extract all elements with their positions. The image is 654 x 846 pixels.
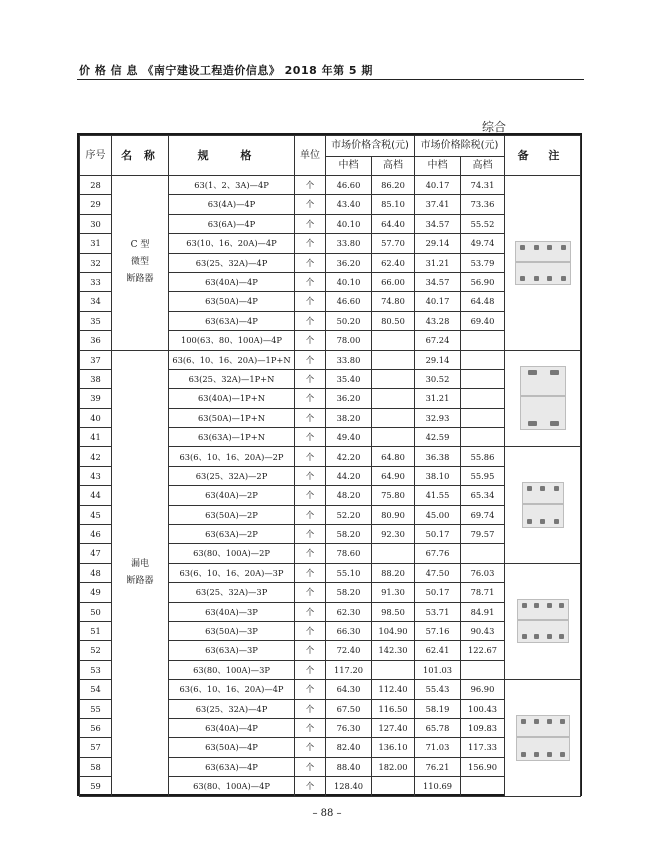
cell-high-incl <box>372 369 415 388</box>
cell-mid-incl: 36.20 <box>326 253 372 272</box>
cell-mid-excl: 37.41 <box>415 195 461 214</box>
cell-unit: 个 <box>295 544 326 563</box>
cell-spec: 63(63A)—4P <box>169 757 295 776</box>
cell-mid-excl: 29.14 <box>415 234 461 253</box>
cell-seq: 54 <box>80 680 112 699</box>
cell-unit: 个 <box>295 738 326 757</box>
header-spec: 规 格 <box>169 136 295 176</box>
cell-high-excl: 100.43 <box>461 699 505 718</box>
cell-mid-excl: 36.38 <box>415 447 461 466</box>
cell-mid-excl: 41.55 <box>415 486 461 505</box>
cell-high-incl: 62.40 <box>372 253 415 272</box>
cell-mid-excl: 110.69 <box>415 777 461 796</box>
cell-mid-excl: 67.76 <box>415 544 461 563</box>
cell-remark-image <box>505 176 581 351</box>
cell-seq: 31 <box>80 234 112 253</box>
cell-seq: 28 <box>80 176 112 195</box>
cell-mid-incl: 128.40 <box>326 777 372 796</box>
cell-product-name <box>112 350 169 796</box>
cell-mid-incl: 49.40 <box>326 428 372 447</box>
cell-spec: 63(6、10、16、20A)—1P+N <box>169 350 295 369</box>
rcd-4p-image <box>516 715 570 761</box>
cell-seq: 43 <box>80 466 112 485</box>
cell-remark-image <box>505 447 581 563</box>
cell-mid-incl: 62.30 <box>326 602 372 621</box>
cell-seq: 36 <box>80 331 112 350</box>
cell-high-incl: 85.10 <box>372 195 415 214</box>
cell-spec: 63(80、100A)—3P <box>169 660 295 679</box>
cell-seq: 44 <box>80 486 112 505</box>
cell-spec: 63(25、32A)—1P+N <box>169 369 295 388</box>
page-number: – 88 – <box>312 808 342 819</box>
cell-mid-excl: 50.17 <box>415 583 461 602</box>
cell-unit: 个 <box>295 369 326 388</box>
cell-high-excl: 122.67 <box>461 641 505 660</box>
cell-mid-incl: 55.10 <box>326 563 372 582</box>
cell-high-incl: 127.40 <box>372 718 415 737</box>
cell-unit: 个 <box>295 195 326 214</box>
cell-unit: 个 <box>295 777 326 796</box>
cell-unit: 个 <box>295 331 326 350</box>
cell-high-excl: 53.79 <box>461 253 505 272</box>
cell-mid-incl: 35.40 <box>326 369 372 388</box>
cell-mid-excl: 62.41 <box>415 641 461 660</box>
cell-mid-excl: 31.21 <box>415 389 461 408</box>
cell-mid-excl: 40.17 <box>415 292 461 311</box>
cell-seq: 45 <box>80 505 112 524</box>
cell-high-excl: 96.90 <box>461 680 505 699</box>
cell-spec: 63(6、10、16、20A)—4P <box>169 680 295 699</box>
cell-mid-excl: 57.16 <box>415 621 461 640</box>
header-seq: 序号 <box>80 136 112 176</box>
cell-spec: 63(80、100A)—4P <box>169 777 295 796</box>
cell-seq: 29 <box>80 195 112 214</box>
cell-unit: 个 <box>295 680 326 699</box>
cell-mid-excl: 47.50 <box>415 563 461 582</box>
cell-seq: 51 <box>80 621 112 640</box>
cell-unit: 个 <box>295 311 326 330</box>
cell-mid-excl: 67.24 <box>415 331 461 350</box>
cell-mid-incl: 44.20 <box>326 466 372 485</box>
cell-unit: 个 <box>295 641 326 660</box>
header-high-excl: 高档 <box>461 157 505 176</box>
cell-unit: 个 <box>295 389 326 408</box>
cell-mid-excl: 40.17 <box>415 176 461 195</box>
cell-mid-excl: 50.17 <box>415 525 461 544</box>
cell-high-incl: 74.80 <box>372 292 415 311</box>
cell-mid-incl: 88.40 <box>326 757 372 776</box>
cell-spec: 63(50A)—3P <box>169 621 295 640</box>
price-table <box>79 135 581 797</box>
cell-mid-incl: 78.60 <box>326 544 372 563</box>
cell-spec: 63(6、10、16、20A)—2P <box>169 447 295 466</box>
page-header: 价 格 信 息 《南宁建设工程造价信息》 2018 年第 5 期 <box>79 64 373 77</box>
product-name-text: 漏电 断路器 <box>126 558 154 586</box>
cell-unit: 个 <box>295 621 326 640</box>
cell-high-incl <box>372 428 415 447</box>
price-table-body <box>80 176 581 797</box>
cell-high-incl: 104.90 <box>372 621 415 640</box>
rcd-1pn-image <box>520 366 566 430</box>
cell-high-incl <box>372 331 415 350</box>
cell-unit: 个 <box>295 718 326 737</box>
cell-remark-image <box>505 680 581 796</box>
cell-spec: 63(50A)—2P <box>169 505 295 524</box>
cell-high-excl <box>461 331 505 350</box>
cell-unit: 个 <box>295 292 326 311</box>
cell-high-incl: 64.40 <box>372 214 415 233</box>
cell-product-name <box>112 176 169 351</box>
cell-mid-excl: 43.28 <box>415 311 461 330</box>
cell-seq: 59 <box>80 777 112 796</box>
cell-spec: 63(80、100A)—2P <box>169 544 295 563</box>
cell-remark-image <box>505 350 581 447</box>
cell-high-excl: 156.90 <box>461 757 505 776</box>
cell-unit: 个 <box>295 505 326 524</box>
cell-unit: 个 <box>295 525 326 544</box>
cell-high-incl <box>372 389 415 408</box>
cell-seq: 49 <box>80 583 112 602</box>
cell-high-excl <box>461 777 505 796</box>
cell-spec: 63(25、32A)—2P <box>169 466 295 485</box>
cell-high-incl: 80.90 <box>372 505 415 524</box>
cell-seq: 37 <box>80 350 112 369</box>
cell-mid-incl: 67.50 <box>326 699 372 718</box>
cell-mid-excl: 53.71 <box>415 602 461 621</box>
cell-high-incl: 116.50 <box>372 699 415 718</box>
cell-high-incl: 142.30 <box>372 641 415 660</box>
cell-high-incl: 64.80 <box>372 447 415 466</box>
table-row <box>80 176 581 195</box>
cell-high-incl <box>372 777 415 796</box>
cell-high-excl <box>461 544 505 563</box>
cell-unit: 个 <box>295 350 326 369</box>
cell-seq: 38 <box>80 369 112 388</box>
table-row <box>80 350 581 369</box>
cell-spec: 63(40A)—1P+N <box>169 389 295 408</box>
cell-seq: 50 <box>80 602 112 621</box>
cell-unit: 个 <box>295 563 326 582</box>
cell-high-excl: 65.34 <box>461 486 505 505</box>
cell-spec: 63(25、32A)—3P <box>169 583 295 602</box>
cell-mid-incl: 50.20 <box>326 311 372 330</box>
cell-mid-excl: 45.00 <box>415 505 461 524</box>
cell-high-incl: 75.80 <box>372 486 415 505</box>
cell-unit: 个 <box>295 486 326 505</box>
cell-mid-incl: 82.40 <box>326 738 372 757</box>
cell-high-excl: 56.90 <box>461 272 505 291</box>
cell-seq: 30 <box>80 214 112 233</box>
cell-high-excl: 49.74 <box>461 234 505 253</box>
cell-unit: 个 <box>295 253 326 272</box>
cell-mid-excl: 34.57 <box>415 214 461 233</box>
cell-remark-image <box>505 563 581 679</box>
cell-mid-incl: 40.10 <box>326 272 372 291</box>
cell-high-incl: 182.00 <box>372 757 415 776</box>
cell-high-excl: 69.40 <box>461 311 505 330</box>
cell-high-excl: 90.43 <box>461 621 505 640</box>
cell-seq: 32 <box>80 253 112 272</box>
cell-high-incl: 88.20 <box>372 563 415 582</box>
cell-high-excl: 117.33 <box>461 738 505 757</box>
cell-seq: 58 <box>80 757 112 776</box>
cell-unit: 个 <box>295 408 326 427</box>
cell-seq: 57 <box>80 738 112 757</box>
cell-spec: 63(63A)—4P <box>169 311 295 330</box>
cell-spec: 63(63A)—3P <box>169 641 295 660</box>
cell-seq: 47 <box>80 544 112 563</box>
cell-mid-incl: 58.20 <box>326 583 372 602</box>
cell-mid-incl: 64.30 <box>326 680 372 699</box>
cell-high-incl: 66.00 <box>372 272 415 291</box>
product-name-text: C 型 微型 断路器 <box>126 240 154 285</box>
header-unit: 单位 <box>295 136 326 176</box>
cell-mid-incl: 66.30 <box>326 621 372 640</box>
cell-high-excl <box>461 660 505 679</box>
cell-mid-incl: 40.10 <box>326 214 372 233</box>
cell-mid-excl: 38.10 <box>415 466 461 485</box>
cell-unit: 个 <box>295 699 326 718</box>
cell-unit: 个 <box>295 447 326 466</box>
cell-high-incl: 136.10 <box>372 738 415 757</box>
cell-mid-incl: 42.20 <box>326 447 372 466</box>
cell-mid-excl: 101.03 <box>415 660 461 679</box>
cell-seq: 33 <box>80 272 112 291</box>
cell-spec: 63(40A)—4P <box>169 272 295 291</box>
cell-high-incl: 80.50 <box>372 311 415 330</box>
cell-high-excl <box>461 428 505 447</box>
cell-spec: 63(63A)—1P+N <box>169 428 295 447</box>
cell-seq: 53 <box>80 660 112 679</box>
cell-seq: 41 <box>80 428 112 447</box>
cell-high-excl: 74.31 <box>461 176 505 195</box>
cell-spec: 63(40A)—2P <box>169 486 295 505</box>
cell-mid-incl: 43.40 <box>326 195 372 214</box>
cell-spec: 63(40A)—4P <box>169 718 295 737</box>
cell-mid-incl: 38.20 <box>326 408 372 427</box>
cell-spec: 63(25、32A)—4P <box>169 699 295 718</box>
cell-unit: 个 <box>295 602 326 621</box>
cell-high-excl <box>461 350 505 369</box>
cell-spec: 63(6、10、16、20A)—3P <box>169 563 295 582</box>
cell-unit: 个 <box>295 234 326 253</box>
cell-high-excl: 55.86 <box>461 447 505 466</box>
cell-spec: 63(4A)—4P <box>169 195 295 214</box>
header-remark: 备 注 <box>505 136 581 176</box>
cell-high-incl: 91.30 <box>372 583 415 602</box>
cell-seq: 56 <box>80 718 112 737</box>
cell-seq: 40 <box>80 408 112 427</box>
cell-high-incl <box>372 350 415 369</box>
cell-seq: 34 <box>80 292 112 311</box>
cell-spec: 63(50A)—4P <box>169 292 295 311</box>
cell-unit: 个 <box>295 214 326 233</box>
cell-spec: 63(63A)—2P <box>169 525 295 544</box>
header-name: 名 称 <box>112 136 169 176</box>
cell-mid-excl: 76.21 <box>415 757 461 776</box>
header-mid-incl: 中档 <box>326 157 372 176</box>
cell-high-incl: 112.40 <box>372 680 415 699</box>
breaker-4p-image <box>515 241 571 285</box>
cell-high-excl: 109.83 <box>461 718 505 737</box>
cell-mid-incl: 117.20 <box>326 660 372 679</box>
cell-mid-excl: 34.57 <box>415 272 461 291</box>
rcd-3p-image <box>517 599 569 643</box>
cell-mid-excl: 58.19 <box>415 699 461 718</box>
cell-unit: 个 <box>295 757 326 776</box>
cell-seq: 35 <box>80 311 112 330</box>
rcd-2p-image <box>522 482 564 528</box>
header-tax-incl: 市场价格含税(元) <box>326 136 415 157</box>
cell-spec: 63(25、32A)—4P <box>169 253 295 272</box>
cell-spec: 63(50A)—4P <box>169 738 295 757</box>
cell-high-excl <box>461 408 505 427</box>
cell-mid-incl: 52.20 <box>326 505 372 524</box>
cell-high-excl: 69.74 <box>461 505 505 524</box>
cell-high-excl: 84.91 <box>461 602 505 621</box>
cell-high-incl: 64.90 <box>372 466 415 485</box>
cell-high-excl <box>461 389 505 408</box>
cell-unit: 个 <box>295 466 326 485</box>
section-label: 综合 <box>482 120 507 134</box>
cell-mid-incl: 46.60 <box>326 292 372 311</box>
cell-high-incl <box>372 660 415 679</box>
cell-seq: 46 <box>80 525 112 544</box>
cell-mid-incl: 78.00 <box>326 331 372 350</box>
cell-mid-incl: 46.60 <box>326 176 372 195</box>
cell-mid-excl: 42.59 <box>415 428 461 447</box>
cell-high-excl: 76.03 <box>461 563 505 582</box>
cell-spec: 100(63、80、100A)—4P <box>169 331 295 350</box>
cell-high-incl: 86.20 <box>372 176 415 195</box>
cell-spec: 63(10、16、20A)—4P <box>169 234 295 253</box>
cell-mid-incl: 33.80 <box>326 350 372 369</box>
cell-mid-incl: 76.30 <box>326 718 372 737</box>
cell-unit: 个 <box>295 583 326 602</box>
cell-mid-incl: 48.20 <box>326 486 372 505</box>
cell-seq: 48 <box>80 563 112 582</box>
cell-high-incl <box>372 544 415 563</box>
cell-unit: 个 <box>295 428 326 447</box>
cell-high-incl <box>372 408 415 427</box>
cell-unit: 个 <box>295 176 326 195</box>
cell-spec: 63(1、2、3A)—4P <box>169 176 295 195</box>
cell-mid-incl: 33.80 <box>326 234 372 253</box>
cell-unit: 个 <box>295 660 326 679</box>
cell-high-excl: 55.95 <box>461 466 505 485</box>
cell-mid-incl: 72.40 <box>326 641 372 660</box>
cell-mid-excl: 65.78 <box>415 718 461 737</box>
cell-mid-excl: 29.14 <box>415 350 461 369</box>
cell-high-excl: 64.48 <box>461 292 505 311</box>
header-mid-excl: 中档 <box>415 157 461 176</box>
cell-mid-incl: 58.20 <box>326 525 372 544</box>
cell-mid-incl: 36.20 <box>326 389 372 408</box>
cell-high-excl: 79.57 <box>461 525 505 544</box>
cell-spec: 63(6A)—4P <box>169 214 295 233</box>
cell-unit: 个 <box>295 272 326 291</box>
cell-mid-excl: 32.93 <box>415 408 461 427</box>
header-tax-excl: 市场价格除税(元) <box>415 136 505 157</box>
cell-high-excl: 73.36 <box>461 195 505 214</box>
header-rule <box>77 79 584 80</box>
cell-spec: 63(40A)—3P <box>169 602 295 621</box>
header-high-incl: 高档 <box>372 157 415 176</box>
cell-high-incl: 57.70 <box>372 234 415 253</box>
cell-high-excl <box>461 369 505 388</box>
cell-mid-excl: 30.52 <box>415 369 461 388</box>
cell-high-incl: 98.50 <box>372 602 415 621</box>
cell-high-incl: 92.30 <box>372 525 415 544</box>
cell-spec: 63(50A)—1P+N <box>169 408 295 427</box>
price-table-frame <box>77 133 582 796</box>
cell-seq: 42 <box>80 447 112 466</box>
cell-mid-excl: 31.21 <box>415 253 461 272</box>
cell-mid-excl: 71.03 <box>415 738 461 757</box>
cell-seq: 52 <box>80 641 112 660</box>
cell-high-excl: 55.52 <box>461 214 505 233</box>
cell-high-excl: 78.71 <box>461 583 505 602</box>
cell-mid-excl: 55.43 <box>415 680 461 699</box>
cell-seq: 39 <box>80 389 112 408</box>
cell-seq: 55 <box>80 699 112 718</box>
